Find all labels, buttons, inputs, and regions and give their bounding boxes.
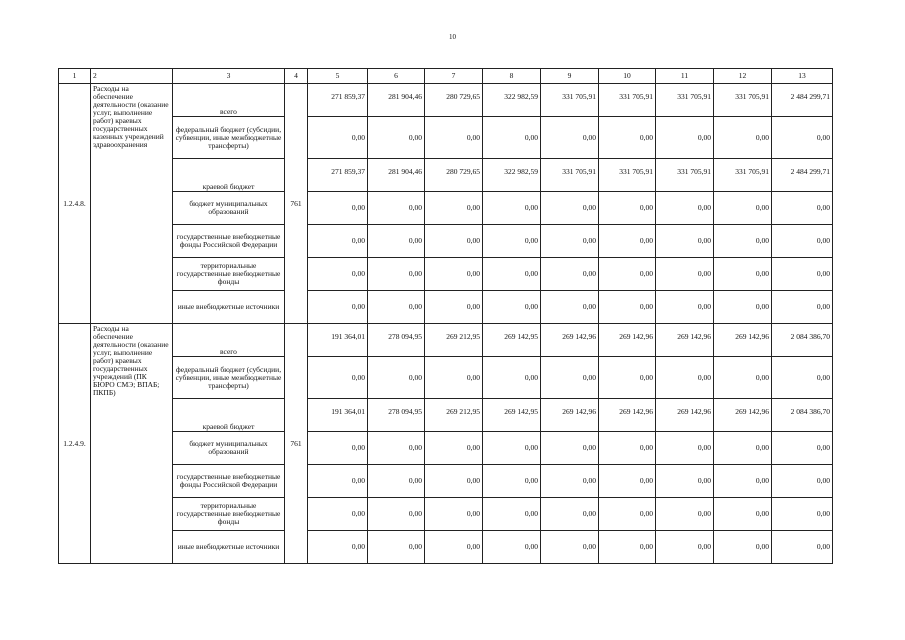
header-cell: 11 <box>656 69 714 84</box>
value-cell: 0,00 <box>368 465 425 498</box>
value-cell: 0,00 <box>425 531 483 564</box>
value-cell: 0,00 <box>308 291 368 324</box>
value-cell: 0,00 <box>599 432 656 465</box>
value-cell: 0,00 <box>425 465 483 498</box>
value-cell: 0,00 <box>308 225 368 258</box>
value-cell: 0,00 <box>714 465 772 498</box>
value-cell: 0,00 <box>425 357 483 399</box>
header-cell: 4 <box>285 69 308 84</box>
value-cell: 0,00 <box>772 465 833 498</box>
value-cell: 0,00 <box>308 192 368 225</box>
value-cell: 331 705,91 <box>656 84 714 117</box>
value-cell: 0,00 <box>483 225 541 258</box>
value-cell: 0,00 <box>772 432 833 465</box>
value-cell: 0,00 <box>656 498 714 531</box>
value-cell: 331 705,91 <box>599 159 656 192</box>
value-cell: 0,00 <box>772 531 833 564</box>
value-cell: 0,00 <box>656 225 714 258</box>
header-cell: 1 <box>59 69 91 84</box>
header-cell: 12 <box>714 69 772 84</box>
value-cell: 0,00 <box>425 117 483 159</box>
table-row <box>59 531 833 564</box>
value-cell: 0,00 <box>656 117 714 159</box>
value-cell: 0,00 <box>541 192 599 225</box>
value-cell: 0,00 <box>772 357 833 399</box>
value-cell: 0,00 <box>714 225 772 258</box>
value-cell: 280 729,65 <box>425 159 483 192</box>
header-cell: 5 <box>308 69 368 84</box>
table-row <box>59 84 833 117</box>
value-cell: 0,00 <box>599 465 656 498</box>
value-cell: 0,00 <box>656 432 714 465</box>
value-cell: 0,00 <box>308 357 368 399</box>
value-cell: 0,00 <box>656 357 714 399</box>
section-code: 1.2.4.8. <box>59 84 91 324</box>
table-row <box>59 117 833 159</box>
funding-source: всего <box>173 84 285 117</box>
value-cell: 269 142,95 <box>483 399 541 432</box>
value-cell: 0,00 <box>599 357 656 399</box>
value-cell: 0,00 <box>541 117 599 159</box>
value-cell: 0,00 <box>599 498 656 531</box>
value-cell: 0,00 <box>308 498 368 531</box>
value-cell: 0,00 <box>425 258 483 291</box>
value-cell: 269 142,96 <box>714 324 772 357</box>
value-cell: 0,00 <box>772 258 833 291</box>
value-cell: 269 142,95 <box>483 324 541 357</box>
value-cell: 0,00 <box>368 291 425 324</box>
value-cell: 0,00 <box>368 192 425 225</box>
table-row <box>59 258 833 291</box>
value-cell: 2 484 299,71 <box>772 159 833 192</box>
value-cell: 0,00 <box>425 192 483 225</box>
value-cell: 0,00 <box>656 531 714 564</box>
value-cell: 331 705,91 <box>714 84 772 117</box>
value-cell: 0,00 <box>656 465 714 498</box>
value-cell: 269 142,96 <box>714 399 772 432</box>
value-cell: 0,00 <box>772 291 833 324</box>
header-cell: 9 <box>541 69 599 84</box>
value-cell: 269 212,95 <box>425 324 483 357</box>
value-cell: 269 142,96 <box>541 399 599 432</box>
value-cell: 0,00 <box>599 291 656 324</box>
value-cell: 2 084 386,70 <box>772 399 833 432</box>
value-cell: 271 859,37 <box>308 84 368 117</box>
value-cell: 331 705,91 <box>714 159 772 192</box>
funding-source: краевой бюджет <box>173 399 285 432</box>
value-cell: 0,00 <box>425 498 483 531</box>
value-cell: 0,00 <box>772 498 833 531</box>
value-cell: 191 364,01 <box>308 399 368 432</box>
value-cell: 0,00 <box>483 258 541 291</box>
value-cell: 0,00 <box>541 291 599 324</box>
section-description: Расходы на обеспечение деятельности (оказание услуг, выполнение работ) краевых государственных учреждений (ПК БЮРО СМЭ; ВПАБ; ПКПБ) <box>91 324 173 564</box>
value-cell: 0,00 <box>656 291 714 324</box>
value-cell: 0,00 <box>483 291 541 324</box>
value-cell: 0,00 <box>656 258 714 291</box>
value-cell: 0,00 <box>541 498 599 531</box>
value-cell: 0,00 <box>425 291 483 324</box>
value-cell: 0,00 <box>599 258 656 291</box>
value-cell: 281 904,46 <box>368 84 425 117</box>
value-cell: 0,00 <box>425 432 483 465</box>
header-cell: 7 <box>425 69 483 84</box>
funding-source: иные внебюджетные источники <box>173 291 285 324</box>
header-cell: 10 <box>599 69 656 84</box>
funding-source: федеральный бюджет (субсидии, субвенции, иные межбюджетные трансферты) <box>173 117 285 159</box>
funding-source: бюджет муниципальных образований <box>173 192 285 225</box>
table-row <box>59 432 833 465</box>
value-cell: 0,00 <box>714 192 772 225</box>
value-cell: 0,00 <box>308 465 368 498</box>
value-cell: 0,00 <box>714 531 772 564</box>
table-row <box>59 159 833 192</box>
value-cell: 0,00 <box>308 258 368 291</box>
table-row <box>59 357 833 399</box>
value-cell: 0,00 <box>368 258 425 291</box>
value-cell: 0,00 <box>308 531 368 564</box>
grbs-code: 761 <box>285 84 308 324</box>
value-cell: 269 212,95 <box>425 399 483 432</box>
value-cell: 0,00 <box>656 192 714 225</box>
table-row <box>59 399 833 432</box>
value-cell: 0,00 <box>714 498 772 531</box>
value-cell: 0,00 <box>483 432 541 465</box>
funding-source: всего <box>173 324 285 357</box>
header-cell: 3 <box>173 69 285 84</box>
funding-source: государственные внебюджетные фонды Российской Федерации <box>173 225 285 258</box>
value-cell: 0,00 <box>599 192 656 225</box>
section-description: Расходы на обеспечение деятельности (оказание услуг, выполнение работ) краевых государственных казенных учреждений здравоохранения <box>91 84 173 324</box>
value-cell: 331 705,91 <box>541 159 599 192</box>
value-cell: 0,00 <box>714 291 772 324</box>
value-cell: 0,00 <box>483 498 541 531</box>
value-cell: 0,00 <box>714 357 772 399</box>
value-cell: 0,00 <box>483 465 541 498</box>
value-cell: 2 084 386,70 <box>772 324 833 357</box>
funding-source: территориальные государственные внебюджетные фонды <box>173 258 285 291</box>
value-cell: 0,00 <box>368 531 425 564</box>
value-cell: 0,00 <box>541 258 599 291</box>
page-number: 10 <box>449 33 456 41</box>
funding-source: территориальные государственные внебюджетные фонды <box>173 498 285 531</box>
value-cell: 0,00 <box>308 432 368 465</box>
value-cell: 331 705,91 <box>656 159 714 192</box>
value-cell: 0,00 <box>541 357 599 399</box>
value-cell: 0,00 <box>772 192 833 225</box>
value-cell: 0,00 <box>599 117 656 159</box>
header-cell: 6 <box>368 69 425 84</box>
value-cell: 0,00 <box>483 117 541 159</box>
budget-table <box>58 68 833 564</box>
value-cell: 0,00 <box>368 225 425 258</box>
value-cell: 278 094,95 <box>368 324 425 357</box>
value-cell: 322 982,59 <box>483 84 541 117</box>
table-row <box>59 225 833 258</box>
value-cell: 0,00 <box>541 432 599 465</box>
value-cell: 0,00 <box>368 432 425 465</box>
value-cell: 269 142,96 <box>656 399 714 432</box>
header-cell: 8 <box>483 69 541 84</box>
table-row <box>59 465 833 498</box>
table-row <box>59 498 833 531</box>
value-cell: 0,00 <box>714 258 772 291</box>
value-cell: 0,00 <box>772 117 833 159</box>
value-cell: 0,00 <box>541 531 599 564</box>
funding-source: федеральный бюджет (субсидии, субвенции, иные межбюджетные трансферты) <box>173 357 285 399</box>
value-cell: 0,00 <box>714 432 772 465</box>
value-cell: 322 982,59 <box>483 159 541 192</box>
value-cell: 0,00 <box>599 225 656 258</box>
value-cell: 281 904,46 <box>368 159 425 192</box>
section-code: 1.2.4.9. <box>59 324 91 564</box>
value-cell: 0,00 <box>541 465 599 498</box>
value-cell: 0,00 <box>483 357 541 399</box>
table-row <box>59 192 833 225</box>
value-cell: 0,00 <box>772 225 833 258</box>
value-cell: 191 364,01 <box>308 324 368 357</box>
value-cell: 331 705,91 <box>599 84 656 117</box>
value-cell: 2 484 299,71 <box>772 84 833 117</box>
grbs-code: 761 <box>285 324 308 564</box>
value-cell: 269 142,96 <box>656 324 714 357</box>
value-cell: 271 859,37 <box>308 159 368 192</box>
value-cell: 269 142,96 <box>599 399 656 432</box>
funding-source: краевой бюджет <box>173 159 285 192</box>
value-cell: 0,00 <box>483 531 541 564</box>
value-cell: 0,00 <box>368 117 425 159</box>
value-cell: 0,00 <box>368 498 425 531</box>
value-cell: 0,00 <box>483 192 541 225</box>
header-cell: 13 <box>772 69 833 84</box>
table-row <box>59 324 833 357</box>
value-cell: 0,00 <box>714 117 772 159</box>
header-row <box>59 69 833 84</box>
value-cell: 278 094,95 <box>368 399 425 432</box>
value-cell: 0,00 <box>541 225 599 258</box>
header-cell: 2 <box>91 69 173 84</box>
value-cell: 269 142,96 <box>599 324 656 357</box>
value-cell: 331 705,91 <box>541 84 599 117</box>
funding-source: государственные внебюджетные фонды Российской Федерации <box>173 465 285 498</box>
value-cell: 0,00 <box>425 225 483 258</box>
table-row <box>59 291 833 324</box>
value-cell: 0,00 <box>308 117 368 159</box>
value-cell: 269 142,96 <box>541 324 599 357</box>
value-cell: 280 729,65 <box>425 84 483 117</box>
funding-source: иные внебюджетные источники <box>173 531 285 564</box>
value-cell: 0,00 <box>599 531 656 564</box>
value-cell: 0,00 <box>368 357 425 399</box>
funding-source: бюджет муниципальных образований <box>173 432 285 465</box>
